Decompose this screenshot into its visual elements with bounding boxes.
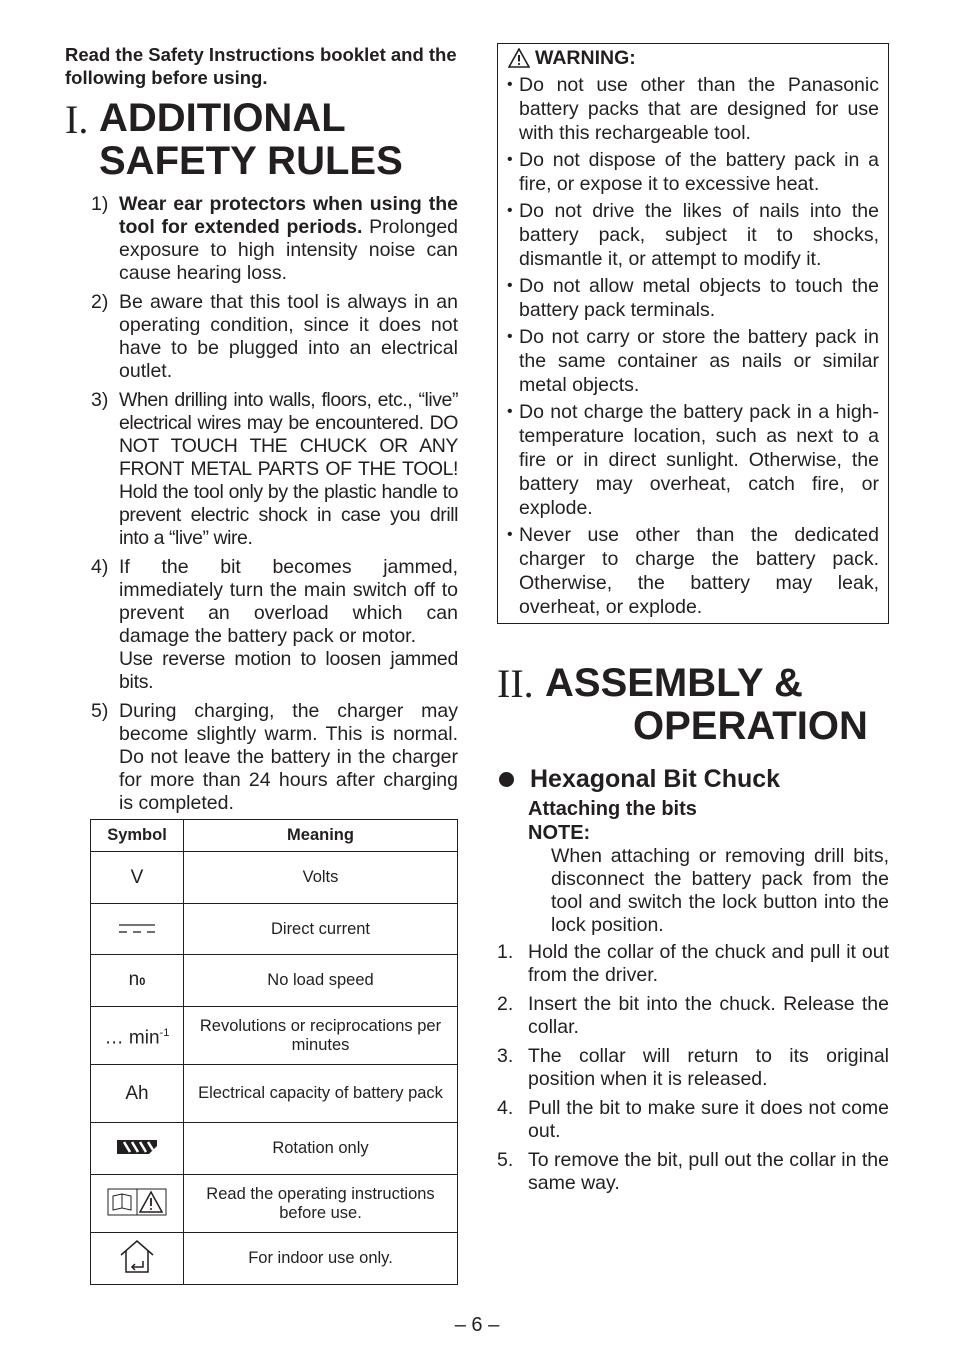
step-item: [497, 993, 889, 1039]
chuck-heading: [497, 764, 889, 794]
table-row: [91, 1233, 458, 1285]
warning-item: • Do not drive the likes of nails into the battery pack, subject it to shocks, dismantle it, or attempt to modify it.: [507, 199, 879, 271]
step-text: Hold the collar of the chuck and pull it out from the driver.: [528, 941, 889, 986]
step-text: Insert the bit into the chuck. Release the collar.: [528, 993, 889, 1038]
step-number: 2.: [497, 993, 514, 1015]
symbol-superscript: -1: [159, 1026, 170, 1039]
symbol-subscript: 0: [139, 975, 146, 988]
rule-text: During charging, the charger may become slightly warm. This is normal. Do not leave the battery in the charger for more than 24 hours after charging is completed.: [119, 700, 458, 814]
page-number: – 6 –: [454, 1314, 500, 1336]
symbol-cell: [91, 1007, 184, 1065]
symbol-table: [90, 819, 458, 1285]
rule-text: Be aware that this tool is always in an operating condition, since it does not have to be plugged into an electrical outlet.: [119, 291, 458, 382]
table-row: [91, 852, 458, 904]
step-item: [497, 1045, 889, 1091]
rule-bold-text: Wear ear protectors when using the tool for extended periods.: [119, 193, 458, 238]
section-2-title-line2: OPERATION: [633, 704, 868, 748]
step-text: Pull the bit to make sure it does not come out.: [528, 1097, 889, 1142]
rule-item: [65, 193, 458, 285]
symbol-text: n: [128, 968, 140, 990]
section-1-title-line2: SAFETY RULES: [99, 139, 403, 183]
step-number: 4.: [497, 1097, 514, 1119]
step-text: The collar will return to its original position when it is released.: [528, 1045, 889, 1090]
meaning-cell: Read the operating instructions before use.: [184, 1175, 458, 1233]
rule-item: [65, 389, 458, 550]
table-header-meaning: Meaning: [184, 820, 458, 852]
rule-text: If the bit becomes jammed, immediately turn the main switch off to prevent an overload which can damage the battery pack or motor.: [119, 556, 458, 647]
table-header-symbol: Symbol: [91, 820, 184, 852]
attaching-bits-heading: Attaching the bits: [528, 798, 697, 820]
warning-item: • Do not dispose of the battery pack in a fire, or expose it to excessive heat.: [507, 148, 879, 196]
rule-item: [65, 556, 458, 694]
section-2-title: [497, 662, 889, 750]
meaning-cell: Rotation only: [184, 1123, 458, 1175]
step-number: 5.: [497, 1149, 514, 1171]
meaning-cell: For indoor use only.: [184, 1233, 458, 1285]
step-item: [497, 1149, 889, 1195]
step-item: [497, 1097, 889, 1143]
symbol-cell: [91, 955, 184, 1007]
warning-item: • Never use other than the dedicated charger to charge the battery pack. Otherwise, the battery may leak, overheat, or explode.: [507, 523, 879, 619]
symbol-cell: [91, 1233, 184, 1285]
table-row: [91, 1065, 458, 1123]
steps-list: [497, 941, 889, 1195]
table-header-row: [91, 820, 458, 852]
symbol-cell: [91, 1123, 184, 1175]
intro-text: Read the Safety Instructions booklet and the following before using.: [65, 44, 457, 88]
read-instructions-warning-icon: [107, 1188, 167, 1216]
rule-number: 3): [91, 389, 109, 411]
warning-item: • Do not carry or store the battery pack in the same container as nails or similar metal objects.: [507, 325, 879, 397]
rule-item: [65, 291, 458, 383]
warning-title: WARNING:: [535, 47, 636, 69]
meaning-cell: No load speed: [184, 955, 458, 1007]
step-number: 1.: [497, 941, 514, 963]
warning-header: [508, 46, 879, 70]
section-2-numeral: II.: [497, 661, 534, 706]
rule-text: When drilling into walls, floors, etc., “live” electrical wires may be encountered. DO NOT TOUCH THE CHUCK OR ANY FRONT METAL PARTS OF THE TOOL! Hold the tool only by the plastic handle to prevent electric shock in case you drill into a “live” wire.: [119, 389, 458, 549]
warning-box: [497, 43, 889, 624]
warning-item: • Do not use other than the Panasonic battery packs that are designed for use with this rechargeable tool.: [507, 73, 879, 145]
meaning-cell: Direct current: [184, 904, 458, 955]
section-1-numeral: I.: [65, 97, 89, 142]
note-label: NOTE:: [528, 822, 591, 844]
safety-rules-list: [65, 193, 458, 815]
right-column: [497, 43, 889, 1201]
step-number: 3.: [497, 1045, 514, 1067]
meaning-cell: Revolutions or reciprocations per minutes: [184, 1007, 458, 1065]
warning-list: [507, 73, 879, 619]
rule-number: 2): [91, 291, 109, 313]
indoor-use-house-icon: [118, 1239, 156, 1275]
warning-item: • Do not allow metal objects to touch the battery pack terminals.: [507, 274, 879, 322]
table-row: [91, 955, 458, 1007]
section-1-title: [65, 97, 458, 189]
table-row: [91, 1175, 458, 1233]
meaning-cell: Volts: [184, 852, 458, 904]
meaning-cell: Electrical capacity of battery pack: [184, 1065, 458, 1123]
direct-current-symbol: [117, 921, 157, 935]
rule-extra-text: Use reverse motion to loosen jammed bits.: [119, 648, 458, 693]
step-item: [497, 941, 889, 987]
warning-item: • Do not charge the battery pack in a high-temperature location, such as next to a fire or in direct sunlight. Otherwise, the battery may overheat, catch fire, or explode.: [507, 400, 879, 520]
table-row: [91, 904, 458, 955]
symbol-cell: Ah: [91, 1065, 184, 1123]
table-row: [91, 1123, 458, 1175]
rule-number: 4): [91, 556, 109, 578]
section-2-title-line1: ASSEMBLY &: [545, 661, 803, 705]
warning-triangle-icon: [508, 48, 530, 68]
rule-text: Prolonged exposure to high intensity noise can cause hearing loss.: [119, 216, 459, 284]
symbol-text: … min: [104, 1027, 160, 1049]
symbol-cell: [91, 1175, 184, 1233]
section-1-title-line1: ADDITIONAL: [99, 96, 346, 140]
rotation-only-icon: [116, 1139, 158, 1155]
rule-item: [65, 700, 458, 815]
note-text: When attaching or removing drill bits, disconnect the battery pack from the tool and switch the lock button into the lock position.: [551, 845, 889, 936]
rule-number: 1): [91, 193, 109, 215]
rule-number: 5): [91, 700, 109, 722]
bullet-dot-icon: [499, 772, 514, 787]
table-row: [91, 1007, 458, 1065]
symbol-cell: V: [91, 852, 184, 904]
step-text: To remove the bit, pull out the collar in the same way.: [528, 1149, 889, 1194]
left-column: [65, 43, 458, 821]
symbol-cell: [91, 904, 184, 955]
chuck-heading-text: Hexagonal Bit Chuck: [530, 765, 781, 793]
